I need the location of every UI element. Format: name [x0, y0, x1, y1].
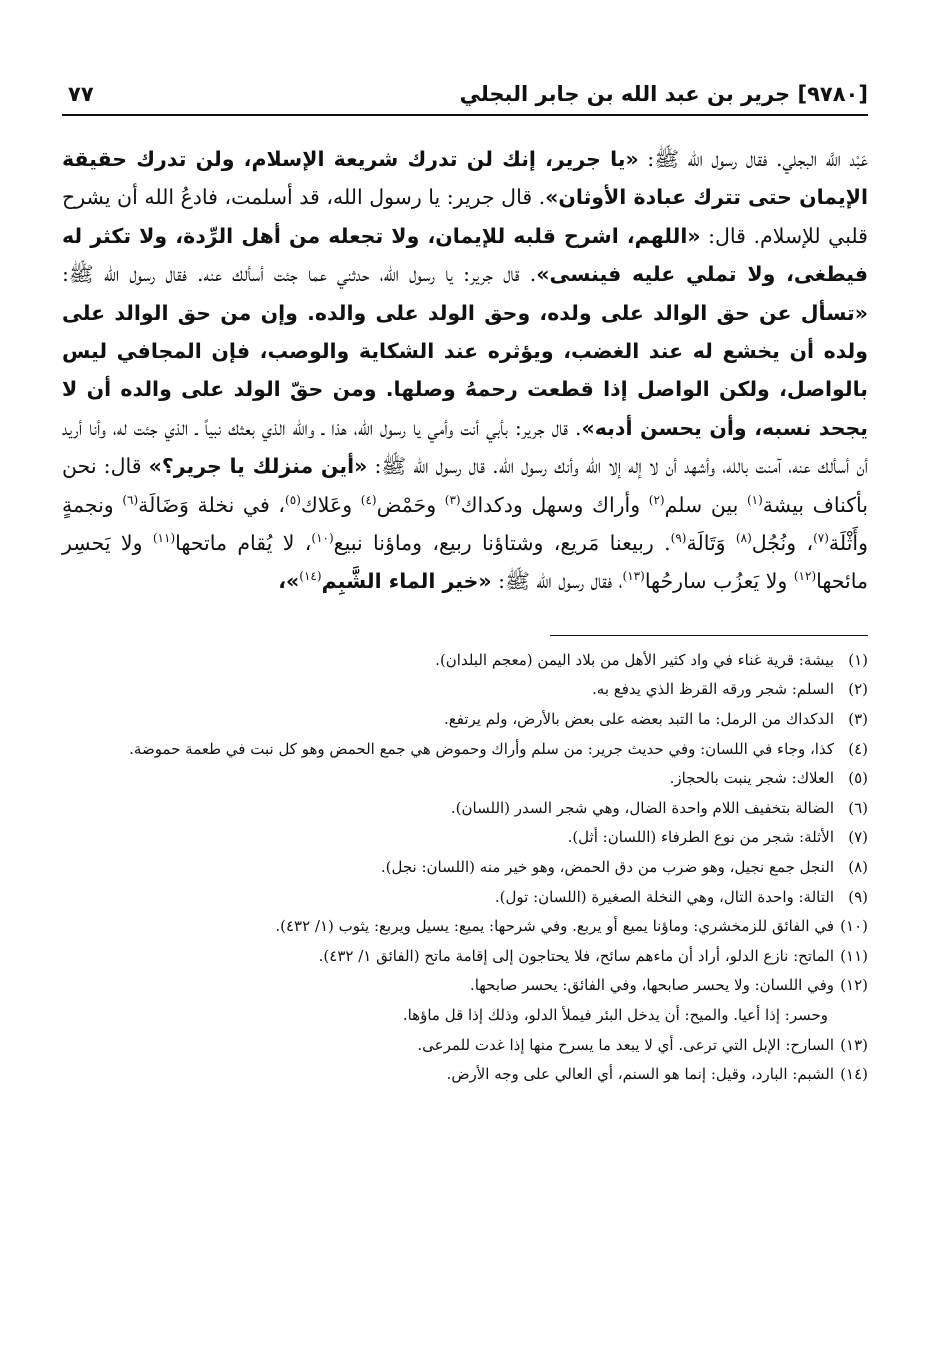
footnote-text: وحسر: إذا أعيا. والميح: أن يدخل البئر فيملأ الدلو، وذلك إذا قل ماؤها.: [402, 1006, 828, 1024]
footnote-ref: (٤): [360, 492, 377, 507]
footnote-number: (٨): [848, 858, 868, 877]
footnote: [62, 942, 868, 972]
footnote: [62, 1031, 868, 1061]
text-segment: وَتَالَة: [686, 531, 736, 556]
footnote-text: كذا، وجاء في اللسان: وفي حديث جرير: من سلم وأراك وحموض هي جمع الحمض وهو كل نبت في طعمة حموضة.: [129, 739, 834, 758]
footnote-number: (٢): [848, 680, 868, 699]
text-segment: بين سلم: [664, 492, 747, 517]
text-segment: ولا يَعزُب سارحُها: [644, 569, 794, 594]
footnote-text: وفي اللسان: ولا يحسر صابحها، وفي الفائق: يحسر صابحها.: [469, 976, 834, 995]
footnote-ref: (٨): [735, 531, 752, 546]
footnote: [62, 912, 868, 942]
header-title: [٩٧٨٠] جرير بن عبد الله بن جابر البجلي: [459, 82, 868, 106]
text-segment: ولا يَحسِر مائحها: [62, 531, 868, 594]
footnote-ref: (٢): [648, 492, 665, 507]
footnote-number: (٣): [848, 710, 868, 729]
hadith-quote: »،: [278, 569, 300, 594]
text-segment: ، في نخلة وَضَالَة: [138, 492, 286, 517]
footnote-number: (٩): [848, 887, 868, 906]
hadith-quote: «يا جرير، إنك لن تدرك شريعة الإسلام، ولن تدرك حقيقة الإيمان حتى تترك عبادة الأوثان»: [62, 147, 868, 210]
footnote-ref: (١): [746, 492, 763, 507]
footnote-number: (٧): [848, 828, 868, 847]
hadith-quote: «خير الماء الشَّبِم: [321, 569, 492, 594]
footnote-ref: (١٠): [311, 531, 334, 546]
hadith-quote: «تسأل عن حق الوالد على ولده، وحق الولد على والده. وإن من حق الوالد على ولده أن يخشع له عند الغضب، ويؤثره عند الشكاية والوصب، فإن المجافي ليس بالواصل، ولكن الواصل إذا قطعت رحمهُ وصلها. ومن حقّ الولد على والده أن لا يجحد نسبه، وأن يحسن أدبه»: [62, 300, 868, 440]
text-segment: قال: نحن بأكناف بيشة: [62, 454, 868, 517]
footnote-separator: [550, 635, 868, 636]
footnote: [62, 705, 868, 735]
document-page: [62, 78, 868, 1090]
footnote-text: الأثلة: شجر من نوع الطرفاء (اللسان: أثل).: [567, 828, 834, 847]
text-segment: . قال جرير: يا رسول الله، قد أسلمت، فادعُ الله أن يشرح قلبي للإسلام. قال:: [62, 185, 868, 248]
text-segment: ، فقال رسول الله ﷺ:: [491, 569, 623, 594]
footnote-number: (١٤): [840, 1065, 868, 1084]
footnote-text: الشبم: البارد، وقيل: إنما هو السنم، أي العالي على وجه الأرض.: [446, 1065, 834, 1084]
footnote-ref: (١٤): [299, 569, 322, 584]
footnote-text: النجل جمع نجيل، وهو ضرب من دق الحمض، وهو خير منه (اللسان: نجل).: [380, 858, 834, 877]
footnote-text: التالة: واحدة التال، وهي النخلة الصغيرة (اللسان: تول).: [494, 887, 834, 906]
text-segment: . ربيعنا مَريع، وشتاؤنا ربيع، وماؤنا نبيع: [333, 531, 671, 556]
running-header: [62, 78, 868, 116]
footnote-ref: (١٢): [793, 569, 817, 584]
footnote-ref: (٩): [670, 531, 687, 546]
footnote: [62, 1060, 868, 1090]
footnote-ref: (١٣): [622, 569, 645, 584]
text-segment: . قال جرير: يا رسول الله، حدثني عما جئت أسألك عنه. فقال رسول الله ﷺ:: [62, 262, 537, 287]
footnote: [62, 823, 868, 853]
footnote: [62, 853, 868, 883]
page-number: ٧٧: [68, 82, 94, 106]
footnote-text: السارح: الإبل التي ترعى. أي لا يبعد ما يسرح منها إذا غدت للمرعى.: [417, 1035, 834, 1054]
footnote: [62, 646, 868, 676]
text-segment: وأراك وسهل ودكداك: [460, 492, 649, 517]
footnote-number: (١١): [840, 946, 868, 965]
text-segment: وعَلاك: [300, 492, 361, 517]
footnote: [62, 735, 868, 765]
text-segment: عَبْد اللَّه البجلي. فقال رسول الله ﷺ:: [638, 147, 868, 171]
footnote-number: (١٠): [840, 917, 868, 936]
footnote-number: (١٢): [840, 976, 868, 995]
footnote-text: في الفائق للزمخشري: وماؤنا يميع أو يربع. وفي شرحها: يميع: يسيل ويربع: يثوب (١/ ٤٣٢).: [275, 917, 834, 936]
footnote-ref: (١١): [152, 531, 176, 546]
footnote-number: (١٣): [840, 1035, 868, 1054]
hadith-quote: «أين منزلك يا جرير؟»: [148, 454, 368, 479]
text-segment: . قال جرير: بأبي أنت وأمي يا رسول الله، هذا ـ والله الذي بعثك نبياً ـ الذي جئت له، وأنا أريد أن أسألك عنه، آمنت بالله، وأشهد أن لا إله إلا الله وأنك رسول الله. قال رسول الله ﷺ:: [62, 415, 868, 479]
footnote-ref: (٧): [813, 531, 829, 546]
text-segment: ، ونُجُل: [751, 531, 814, 556]
footnote-ref: (٦): [122, 492, 139, 507]
footnote-text: العلاك: شجر ينبت بالحجاز.: [669, 769, 834, 788]
footnote: [62, 675, 868, 705]
footnote-ref: (٥): [285, 492, 301, 507]
footnote-text: الضالة بتخفيف اللام واحدة الضال، وهي شجر السدر (اللسان).: [450, 798, 834, 817]
footnote-ref: (٣): [444, 492, 461, 507]
hadith-quote: «اللهم، اشرح قلبه للإيمان، ولا تجعله من أهل الرِّدة، ولا تكثر له فيطغى، ولا تملي عليه فينسى»: [62, 223, 868, 287]
footnote-text: الماتح: نازع الدلو، أراد أن ماءهم سائح، فلا يحتاجون إلى إقامة ماتح (الفائق ١/ ٤٣٢).: [318, 946, 834, 965]
footnote-text: السلم: شجر ورقه القرظ الذي يدفع به.: [592, 680, 834, 699]
footnote-text: بيشة: قرية غناء في واد كثير الأهل من بلاد اليمن (معجم البلدان).: [435, 650, 834, 669]
footnote: [62, 764, 868, 794]
footnote-number: (٦): [848, 798, 868, 817]
footnote-number: (١): [848, 650, 868, 669]
footnote-number: (٤): [848, 739, 868, 758]
main-text: [62, 140, 868, 601]
footnote: [62, 883, 868, 913]
footnotes: [62, 646, 868, 1090]
text-segment: وحَمْض: [376, 492, 445, 517]
footnote-number: (٥): [848, 769, 868, 788]
footnote-text: الدكداك من الرمل: ما التبد بعضه على بعض بالأرض، ولم يرتفع.: [444, 710, 834, 729]
footnote: [62, 794, 868, 824]
footnote: [62, 1001, 868, 1031]
text-segment: ونجمةٍ وأَثْلَة: [62, 492, 868, 556]
text-segment: ، لا يُقام ماتحها: [175, 531, 312, 556]
footnote: [62, 971, 868, 1001]
